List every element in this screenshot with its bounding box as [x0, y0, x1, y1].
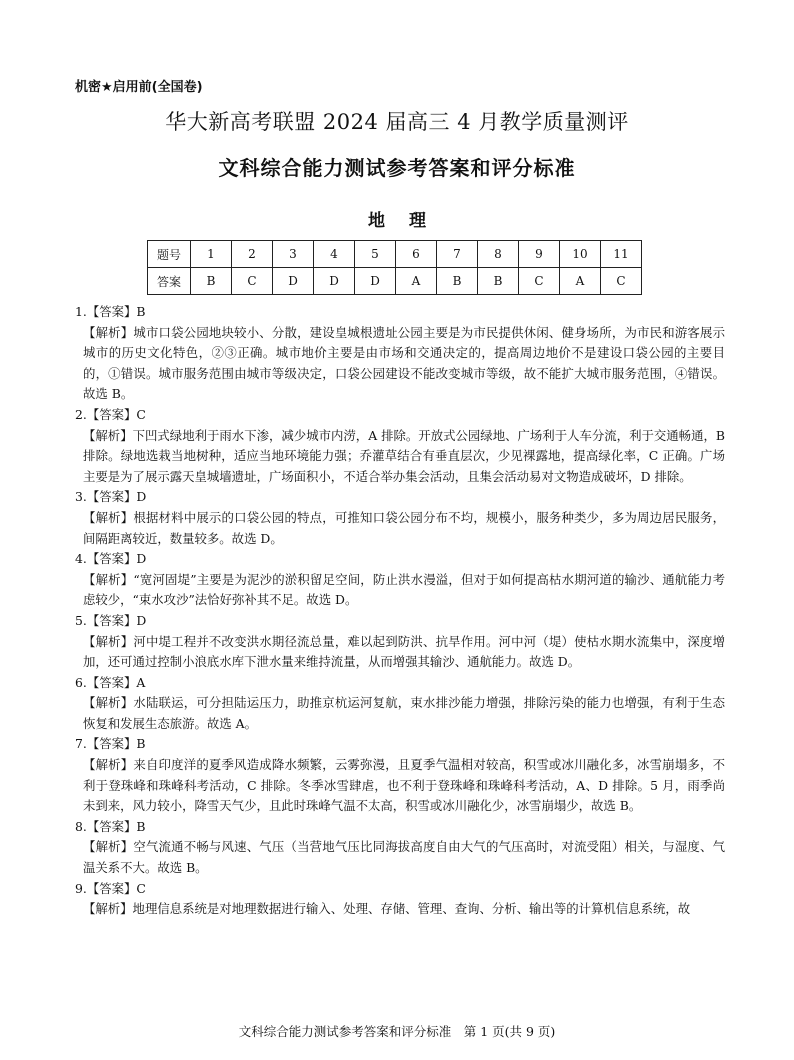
- confidential-label: 机密★启用前(全国卷): [75, 80, 203, 95]
- answer-line: 6.【答案】A: [75, 674, 146, 690]
- explanation-text: 【解析】根据材料中展示的口袋公园的特点，可推知口袋公园分布不均，规模小，服务种类少，多为周边居民服务，间隔距离较近，数量较多。故选 D。: [83, 509, 725, 546]
- question-block: [75, 549, 725, 611]
- question-number-cell: 8: [478, 241, 519, 268]
- table-header-cell: 题号: [148, 241, 191, 268]
- answer-line: 2.【答案】C: [75, 406, 146, 422]
- answer-cell: D: [273, 268, 314, 295]
- question-block: [75, 611, 725, 673]
- exam-title: 华大新高考联盟 2024 届高三 4 月教学质量测评: [165, 110, 629, 134]
- subject-char-2: 理: [409, 211, 426, 231]
- answer-line: 3.【答案】D: [75, 489, 147, 505]
- question-block: [75, 817, 725, 879]
- answer-cell: A: [396, 268, 437, 295]
- answer-cell: D: [314, 268, 355, 295]
- answer-cell: A: [560, 268, 601, 295]
- question-number-cell: 3: [273, 241, 314, 268]
- answer-cell: C: [601, 268, 642, 295]
- question-block: [75, 673, 725, 735]
- question-number-cell: 5: [355, 241, 396, 268]
- answer-cell: C: [232, 268, 273, 295]
- question-block: [75, 302, 725, 405]
- explanation-text: 【解析】下凹式绿地利于雨水下渗，减少城市内涝，A 排除。开放式公园绿地、广场利于人车分流，利于交通畅通，B 排除。绿地选栽当地树种，适应当地环境能力强；乔灌草结合有垂直层次，少见裸露地，提高绿化率，C 正确。广场主要是为了展示露天皇城墙遗址，广场面积小，不适合举办集会活动，且集会活动易对文物造成破坏，D 排除。: [83, 427, 725, 484]
- answer-cell: B: [437, 268, 478, 295]
- explanation-text: 【解析】来自印度洋的夏季风造成降水频繁，云雾弥漫，且夏季气温相对较高，积雪或冰川融化多，冰雪崩塌多，不利于登珠峰和珠峰科考活动，C 排除。冬季冰雪肆虐，也不利于登珠峰和珠峰科考活动，A、D 排除。5 月，雨季尚未到来，风力较小，降雪天气少，且此时珠峰气温不太高，积雪或冰川融化少，冰雪崩塌少，故选 B。: [83, 757, 725, 814]
- explanation-text: 【解析】地理信息系统是对地理数据进行输入、处理、存储、管理、查询、分析、输出等的计算机信息系统，故: [83, 901, 691, 917]
- explanation-text: 【解析】“宽河固堤”主要是为泥沙的淤积留足空间，防止洪水漫溢，但对于如何提高枯水期河道的输沙、通航能力考虑较少，“束水攻沙”法恰好弥补其不足。故选 D。: [83, 571, 725, 608]
- question-block: [75, 879, 725, 920]
- question-block: [75, 734, 725, 816]
- answer-line: 5.【答案】D: [75, 612, 147, 628]
- question-number-cell: 9: [519, 241, 560, 268]
- question-number-cell: 11: [601, 241, 642, 268]
- page-footer: 文科综合能力测试参考答案和评分标准 第 1 页(共 9 页): [238, 1024, 556, 1039]
- answer-line: 7.【答案】B: [75, 736, 146, 752]
- question-number-cell: 7: [437, 241, 478, 268]
- explanation-text: 【解析】空气流通不畅与风速、气压（当营地气压比同海拔高度自由大气的气压高时，对流受阻）相关，与湿度、气温关系不大。故选 B。: [83, 839, 725, 876]
- answer-table-number-row: [148, 241, 642, 268]
- subject-char-1: 地: [368, 211, 385, 231]
- subject-heading: [0, 206, 794, 231]
- answer-table-answer-row: [148, 268, 642, 295]
- answer-cell: B: [191, 268, 232, 295]
- answer-cell: B: [478, 268, 519, 295]
- explanation-text: 【解析】河中堤工程并不改变洪水期径流总量，难以起到防洪、抗旱作用。河中河（堤）使枯水期水流集中，深度增加，还可通过控制小浪底水库下泄水量来维持流量，从而增强其输沙、通航能力。故选 D。: [83, 633, 725, 670]
- answer-line: 4.【答案】D: [75, 551, 147, 567]
- question-block: [75, 405, 725, 487]
- answer-table: [147, 240, 642, 295]
- answer-line: 9.【答案】C: [75, 880, 146, 896]
- question-block: [75, 487, 725, 549]
- table-header-cell: 答案: [148, 268, 191, 295]
- question-number-cell: 10: [560, 241, 601, 268]
- answer-line: 8.【答案】B: [75, 818, 146, 834]
- document-subtitle: 文科综合能力测试参考答案和评分标准: [218, 156, 576, 180]
- question-number-cell: 2: [232, 241, 273, 268]
- answer-cell: D: [355, 268, 396, 295]
- question-number-cell: 1: [191, 241, 232, 268]
- answer-cell: C: [519, 268, 560, 295]
- question-number-cell: 6: [396, 241, 437, 268]
- explanation-text: 【解析】城市口袋公园地块较小、分散，建设皇城根遗址公园主要是为市民提供休闲、健身场所，为市民和游客展示城市的历史文化特色，②③正确。城市地价主要是由市场和交通决定的，提高周边地价不是建设口袋公园的主要目的，①错误。城市服务范围由城市等级决定，口袋公园建设不能改变城市等级，故不能扩大城市服务范围，④错误。故选 B。: [83, 324, 725, 402]
- question-number-cell: 4: [314, 241, 355, 268]
- explanation-text: 【解析】水陆联运，可分担陆运压力，助推京杭运河复航，束水排沙能力增强，排除污染的能力也增强，有利于生态恢复和发展生态旅游。故选 A。: [83, 695, 725, 731]
- answer-explanations: [75, 302, 725, 920]
- answer-line: 1.【答案】B: [75, 304, 146, 319]
